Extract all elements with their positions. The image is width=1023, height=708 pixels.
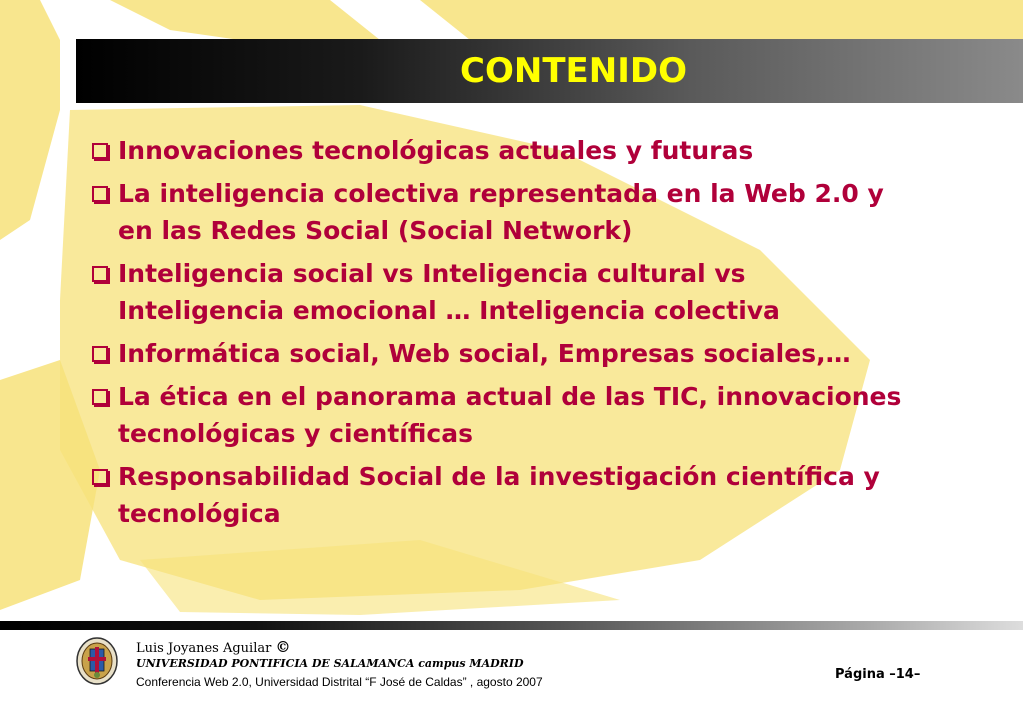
copyright-symbol: © — [275, 638, 291, 656]
background-shape-right — [420, 0, 1023, 40]
bullet-item — [92, 175, 912, 249]
checkbox-bullet-icon — [92, 143, 108, 159]
background-shape-left — [0, 0, 60, 240]
bullet-item — [92, 132, 912, 169]
bullet-text: Inteligencia social vs Inteligencia cultural vs Inteligencia emocional … Inteligencia colectiva — [118, 259, 780, 325]
background-shape-top — [110, 0, 380, 40]
checkbox-bullet-icon — [92, 266, 108, 282]
footer-university: UNIVERSIDAD PONTIFICIA DE SALAMANCA campus MADRID — [136, 657, 524, 670]
bullet-text: Responsabilidad Social de la investigación científica y tecnológica — [118, 462, 880, 528]
slide-title-text: CONTENIDO — [460, 51, 687, 91]
author-name: Luis Joyanes Aguilar — [136, 641, 272, 656]
bullet-list — [92, 132, 912, 538]
bullet-item — [92, 255, 912, 329]
bullet-item — [92, 458, 912, 532]
checkbox-bullet-icon — [92, 389, 108, 405]
footer-divider — [0, 621, 1023, 630]
checkbox-bullet-icon — [92, 346, 108, 362]
footer-author — [136, 638, 290, 656]
slide-title — [76, 39, 1023, 103]
page-number: Página –14– — [835, 667, 921, 682]
footer-conference: Conferencia Web 2.0, Universidad Distrital “F José de Caldas” , agosto 2007 — [136, 675, 543, 689]
university-seal-icon — [76, 637, 118, 685]
bullet-item — [92, 378, 912, 452]
bullet-item — [92, 335, 912, 372]
bullet-text: La inteligencia colectiva representada en la Web 2.0 y en las Redes Social (Social Network) — [118, 179, 884, 245]
bullet-text: Innovaciones tecnológicas actuales y futuras — [118, 136, 754, 165]
bullet-text: Informática social, Web social, Empresas sociales,… — [118, 339, 851, 368]
checkbox-bullet-icon — [92, 469, 108, 485]
bullet-text: La ética en el panorama actual de las TIC, innovaciones tecnológicas y científicas — [118, 382, 902, 448]
checkbox-bullet-icon — [92, 186, 108, 202]
